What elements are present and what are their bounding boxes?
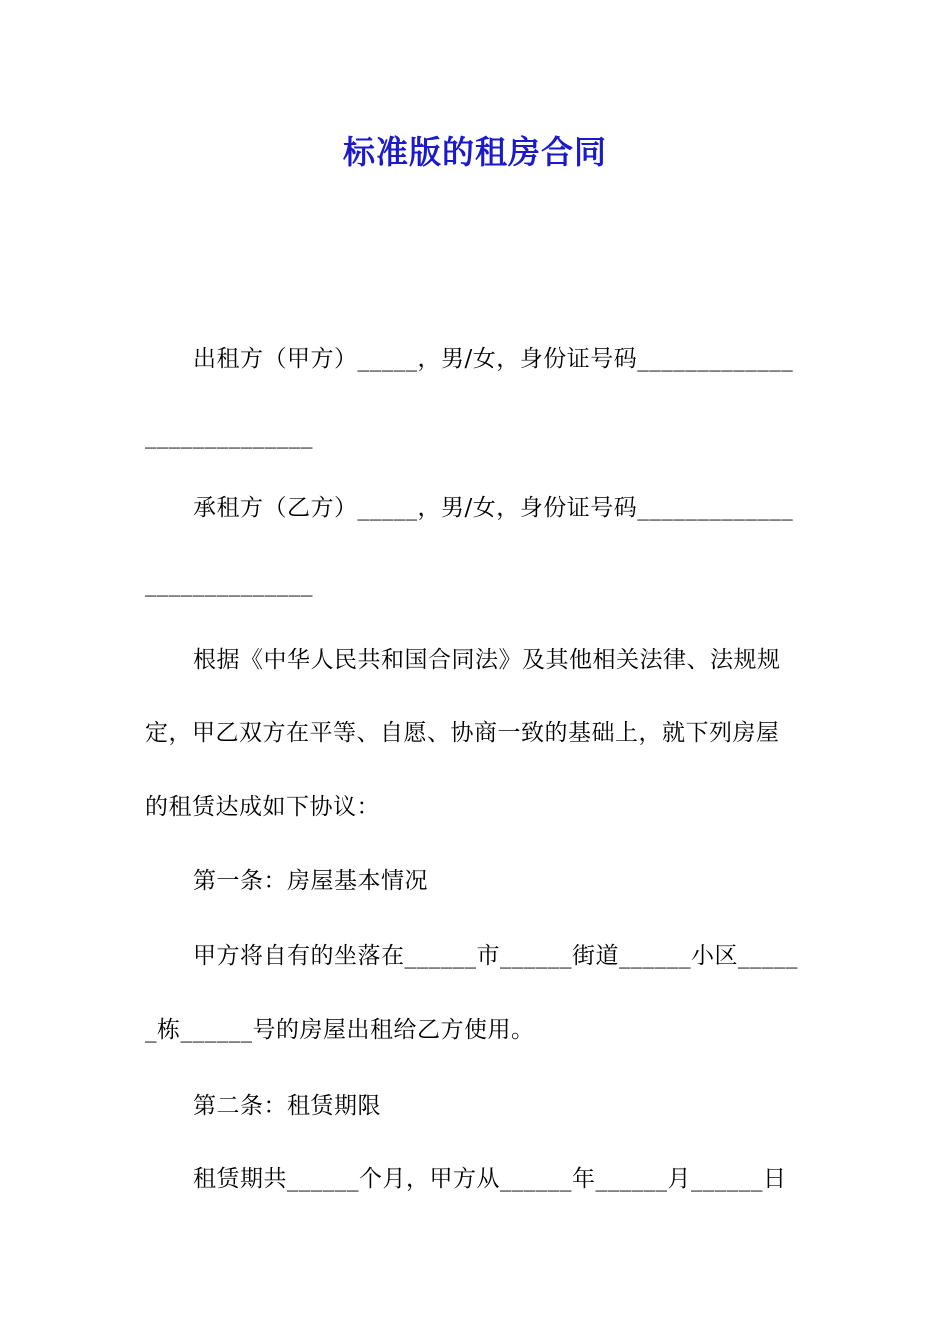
- party-a-id-continuation: ______________: [145, 423, 313, 449]
- article-1-heading: 第一条：房屋基本情况: [193, 868, 428, 894]
- party-a-line: 出租方（甲方）_____，男/女，身份证号码_____________: [193, 346, 794, 372]
- preamble-line-1: 根据《中华人民共和国合同法》及其他相关法律、法规规: [193, 647, 781, 673]
- preamble-line-3: 的租赁达成如下协议：: [145, 794, 380, 820]
- article-1-body-line-1: 甲方将自有的坐落在______市______街道______小区_____: [193, 943, 798, 969]
- article-2-heading: 第二条：租赁期限: [193, 1093, 381, 1119]
- party-b-id-continuation: ______________: [145, 571, 313, 597]
- document-title: 标准版的租房合同: [342, 133, 607, 171]
- article-2-body-line-1: 租赁期共______个月，甲方从______年______月______日: [193, 1166, 787, 1192]
- preamble-line-2: 定，甲乙双方在平等、自愿、协商一致的基础上，就下列房屋: [145, 720, 780, 746]
- article-1-body-line-2: _栋______号的房屋出租给乙方使用。: [145, 1017, 535, 1043]
- party-b-line: 承租方（乙方）_____，男/女，身份证号码_____________: [193, 495, 794, 521]
